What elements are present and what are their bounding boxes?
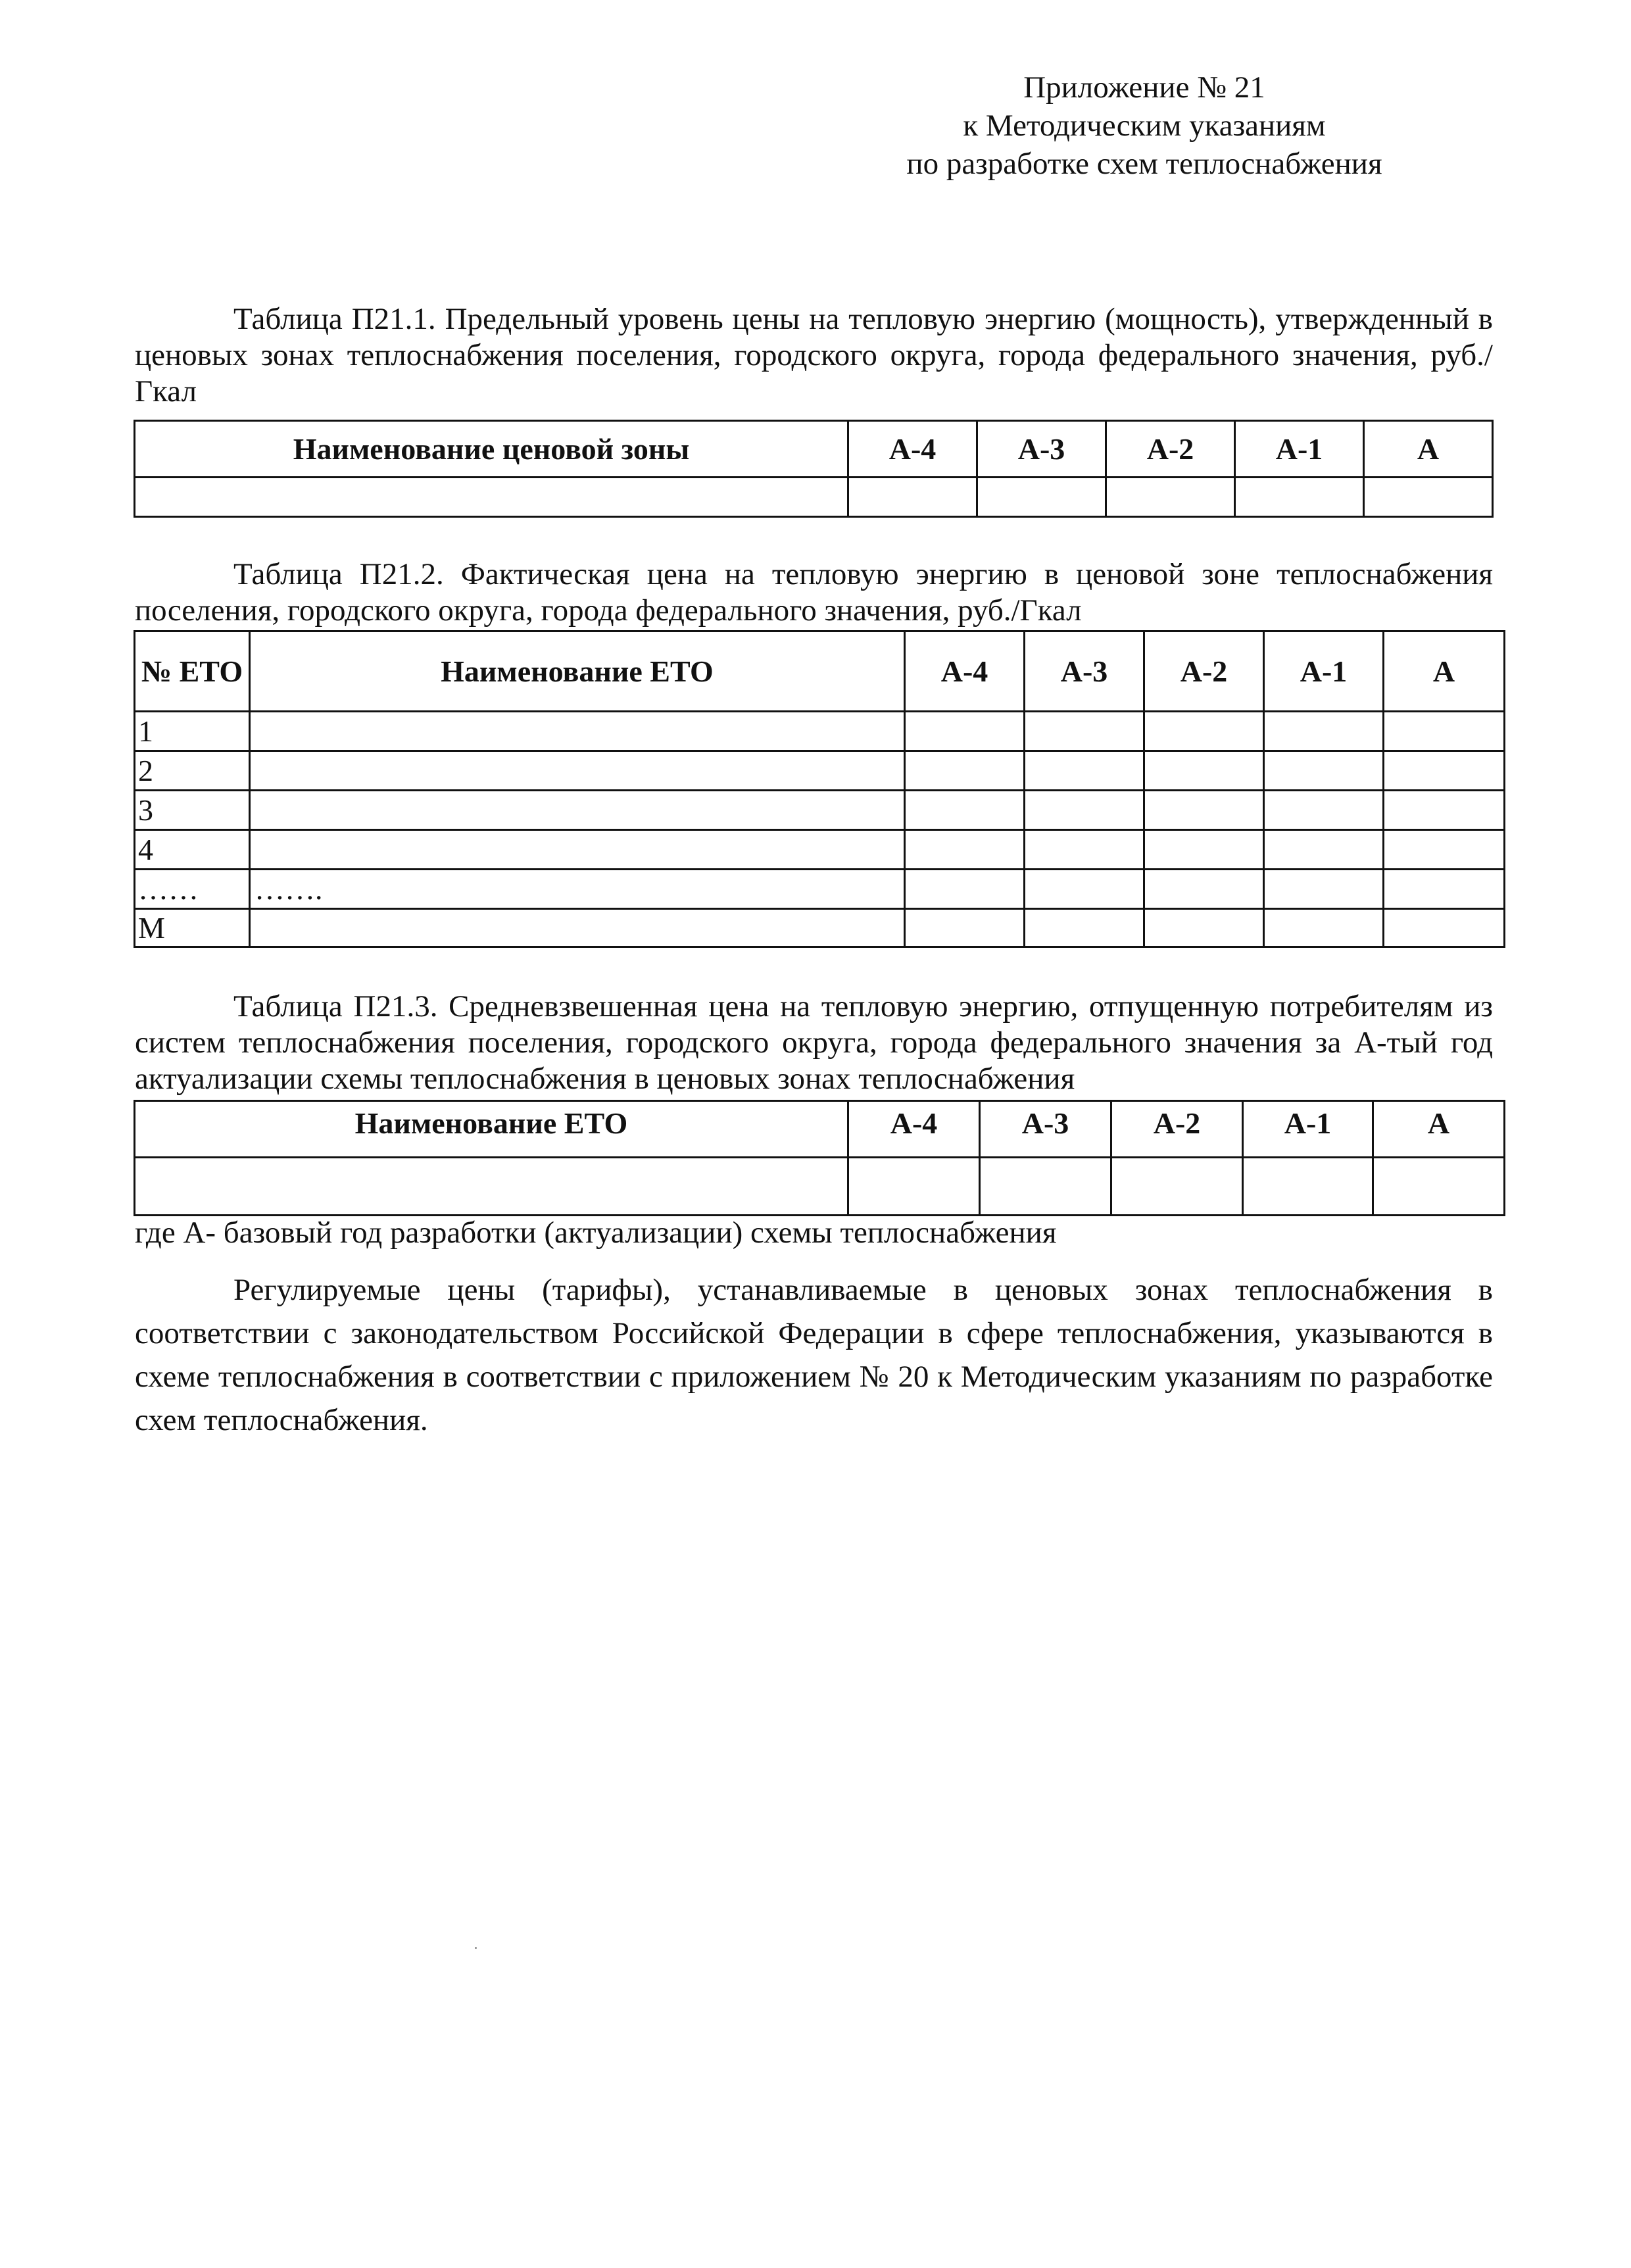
- table-cell: [1264, 870, 1384, 909]
- table2-caption: Таблица П21.2. Фактическая цена на тепловую энергию в ценовой зоне теплоснабжения поселения, городского округа, города федерального значения, руб./Гкал: [135, 557, 1493, 628]
- table3-header-a: А: [1373, 1101, 1505, 1158]
- table-cell: [1264, 712, 1384, 751]
- body-paragraph: Регулируемые цены (тарифы), устанавливаемые в ценовых зонах теплоснабжения в соответствии с законодательством Российской Федерации в сфере теплоснабжения, указываются в схеме теплоснабжения в соответствии с приложением № 20 к Методическим указаниям по разработке схем теплоснабжения.: [135, 1273, 1493, 1437]
- table-cell: [1025, 791, 1144, 830]
- table-cell: [1264, 751, 1384, 791]
- table-cell: [1384, 791, 1505, 830]
- table1-header-a4: А-4: [848, 421, 977, 478]
- appendix-header: [848, 68, 1440, 183]
- table2-header-a2: А-2: [1144, 631, 1264, 712]
- eto-name: [250, 909, 905, 947]
- table1-row: [135, 478, 1493, 517]
- eto-name: [250, 712, 905, 751]
- eto-number: 1: [135, 712, 250, 751]
- table-cell: [1144, 791, 1264, 830]
- table-cell: [1144, 909, 1264, 947]
- table-row: [135, 751, 1505, 791]
- header-line-3: по разработке схем теплоснабжения: [906, 147, 1382, 181]
- table-cell: [1364, 478, 1493, 517]
- table-cell: [905, 712, 1025, 751]
- table-cell: [1264, 791, 1384, 830]
- table-row: [135, 870, 1505, 909]
- eto-number: М: [135, 909, 250, 947]
- table1: [134, 420, 1494, 518]
- table3-caption: Таблица П21.3. Средневзвешенная цена на тепловую энергию, отпущенную потребителям из систем теплоснабжения поселения, городского округа, города федерального значения за А-тый год актуализации схемы теплоснабжения в ценовых зонах теплоснабжения: [135, 989, 1493, 1096]
- eto-name: [250, 830, 905, 870]
- table-cell: [1264, 909, 1384, 947]
- table-cell: [1264, 830, 1384, 870]
- table2-header-row: [135, 631, 1505, 712]
- table-cell: [135, 1158, 848, 1216]
- eto-name: …….: [250, 870, 905, 909]
- table2: [134, 630, 1505, 948]
- table-cell: [1025, 830, 1144, 870]
- eto-name: [250, 751, 905, 791]
- table1-header-row: [135, 421, 1493, 478]
- table2-header-a: А: [1384, 631, 1505, 712]
- table3-header-a4: А-4: [848, 1101, 980, 1158]
- table-cell: [1384, 909, 1505, 947]
- table-cell: [848, 478, 977, 517]
- eto-number: ……: [135, 870, 250, 909]
- table-cell: [1025, 870, 1144, 909]
- eto-number: 4: [135, 830, 250, 870]
- table-cell: [905, 830, 1025, 870]
- table3-header-a2: А-2: [1111, 1101, 1243, 1158]
- table1-header-a: А: [1364, 421, 1493, 478]
- base-year-note: где А- базовый год разработки (актуализации) схемы теплоснабжения: [135, 1216, 1057, 1250]
- table1-header-zone-name: Наименование ценовой зоны: [135, 421, 848, 478]
- table-cell: [135, 478, 848, 517]
- table-cell: [1111, 1158, 1243, 1216]
- table-cell: [905, 909, 1025, 947]
- table1-header-a1: А-1: [1235, 421, 1364, 478]
- table2-header-a4: А-4: [905, 631, 1025, 712]
- eto-number: 3: [135, 791, 250, 830]
- table-cell: [1373, 1158, 1505, 1216]
- table-row: [135, 712, 1505, 751]
- header-line-1: Приложение № 21: [1023, 70, 1265, 105]
- table3-header-eto-name: Наименование ЕТО: [135, 1101, 848, 1158]
- table-cell: [1025, 712, 1144, 751]
- table-cell: [1106, 478, 1235, 517]
- table-cell: [1384, 712, 1505, 751]
- table2-header-eto-number: № ЕТО: [135, 631, 250, 712]
- table-cell: [1025, 909, 1144, 947]
- table1-caption: Таблица П21.1. Предельный уровень цены на тепловую энергию (мощность), утвержденный в ценовых зонах теплоснабжения поселения, городского округа, города федерального значения, руб./Гкал: [135, 302, 1493, 408]
- table2-header-eto-name: Наименование ЕТО: [250, 631, 905, 712]
- table-cell: [905, 751, 1025, 791]
- table2-header-a1: А-1: [1264, 631, 1384, 712]
- table-cell: [1384, 870, 1505, 909]
- table3: [134, 1100, 1505, 1216]
- table-cell: [905, 791, 1025, 830]
- table-cell: [1025, 751, 1144, 791]
- table-row: [135, 909, 1505, 947]
- table-cell: [980, 1158, 1111, 1216]
- table-cell: [1243, 1158, 1373, 1216]
- table-row: [135, 791, 1505, 830]
- header-line-2: к Методическим указаниям: [963, 109, 1326, 143]
- table3-header-a3: А-3: [980, 1101, 1111, 1158]
- table-cell: [1144, 751, 1264, 791]
- table-cell: [1144, 712, 1264, 751]
- table3-header-a1: А-1: [1243, 1101, 1373, 1158]
- eto-name: [250, 791, 905, 830]
- table-row: [135, 830, 1505, 870]
- table3-row: [135, 1158, 1505, 1216]
- table-cell: [1384, 751, 1505, 791]
- table-cell: [905, 870, 1025, 909]
- eto-number: 2: [135, 751, 250, 791]
- table-cell: [1235, 478, 1364, 517]
- table3-header-row: [135, 1101, 1505, 1158]
- table-cell: [848, 1158, 980, 1216]
- table2-header-a3: А-3: [1025, 631, 1144, 712]
- scan-speck: [475, 1947, 477, 1949]
- table-cell: [1144, 870, 1264, 909]
- table1-header-a3: А-3: [977, 421, 1106, 478]
- table1-header-a2: А-2: [1106, 421, 1235, 478]
- table-cell: [1144, 830, 1264, 870]
- table-cell: [1384, 830, 1505, 870]
- table-cell: [977, 478, 1106, 517]
